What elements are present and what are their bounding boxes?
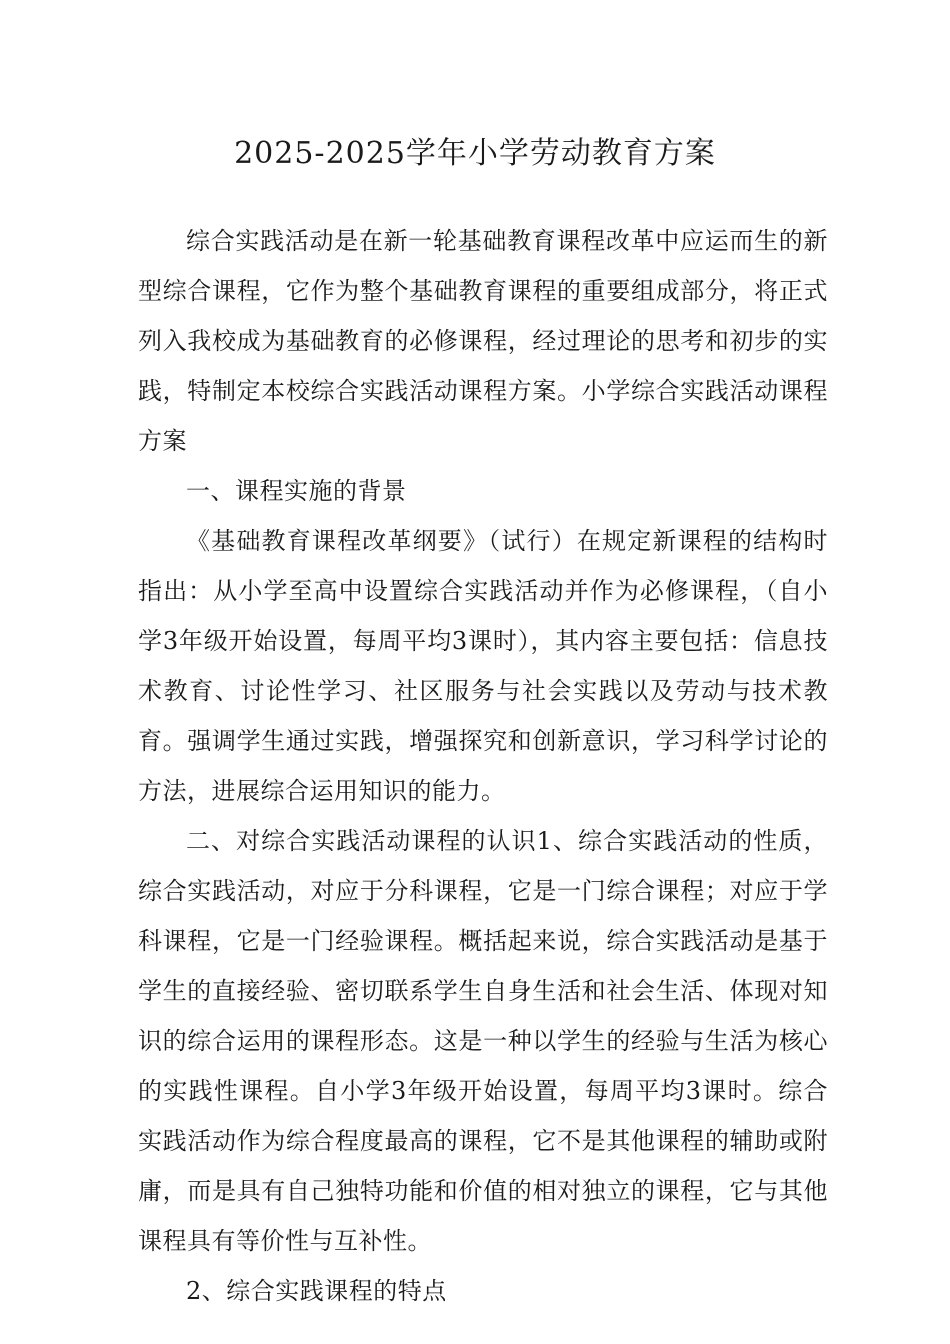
- intro-paragraph: 综合实践活动是在新一轮基础教育课程改革中应运而生的新型综合课程，它作为整个基础教育课程的重要组成部分，将正式列入我校成为基础教育的必修课程，经过理论的思考和初步的实践，特制定本校综合实践活动课程方案。小学综合实践活动课程方案: [138, 227, 828, 455]
- background-paragraph: 《基础教育课程改革纲要》（试行）在规定新课程的结构时指出：从小学至高中设置综合实践活动并作为必修课程，（自小学3年级开始设置，每周平均3课时），其内容主要包括：信息技术教育、讨论性学习、社区服务与社会实践以及劳动与技术教育。强调学生通过实践，增强探究和创新意识，学习科学讨论的方法，进展综合运用知识的能力。: [138, 527, 828, 805]
- subheading-features: 2、综合实践课程的特点: [186, 1277, 447, 1305]
- understanding-paragraph: 二、对综合实践活动课程的认识1、综合实践活动的性质，综合实践活动，对应于分科课程，它是一门综合课程；对应于学科课程，它是一门经验课程。概括起来说，综合实践活动是基于学生的直接经验、密切联系学生自身生活和社会生活、体现对知识的综合运用的课程形态。这是一种以学生的经验与生活为核心的实践性课程。自小学3年级开始设置，每周平均3课时。综合实践活动作为综合程度最高的课程，它不是其他课程的辅助或附庸，而是具有自己独特功能和价值的相对独立的课程，它与其他课程具有等价性与互补性。: [138, 827, 828, 1255]
- document-title: 2025-2025学年小学劳动教育方案: [234, 136, 716, 171]
- section-heading-background: 一、课程实施的背景: [186, 477, 407, 505]
